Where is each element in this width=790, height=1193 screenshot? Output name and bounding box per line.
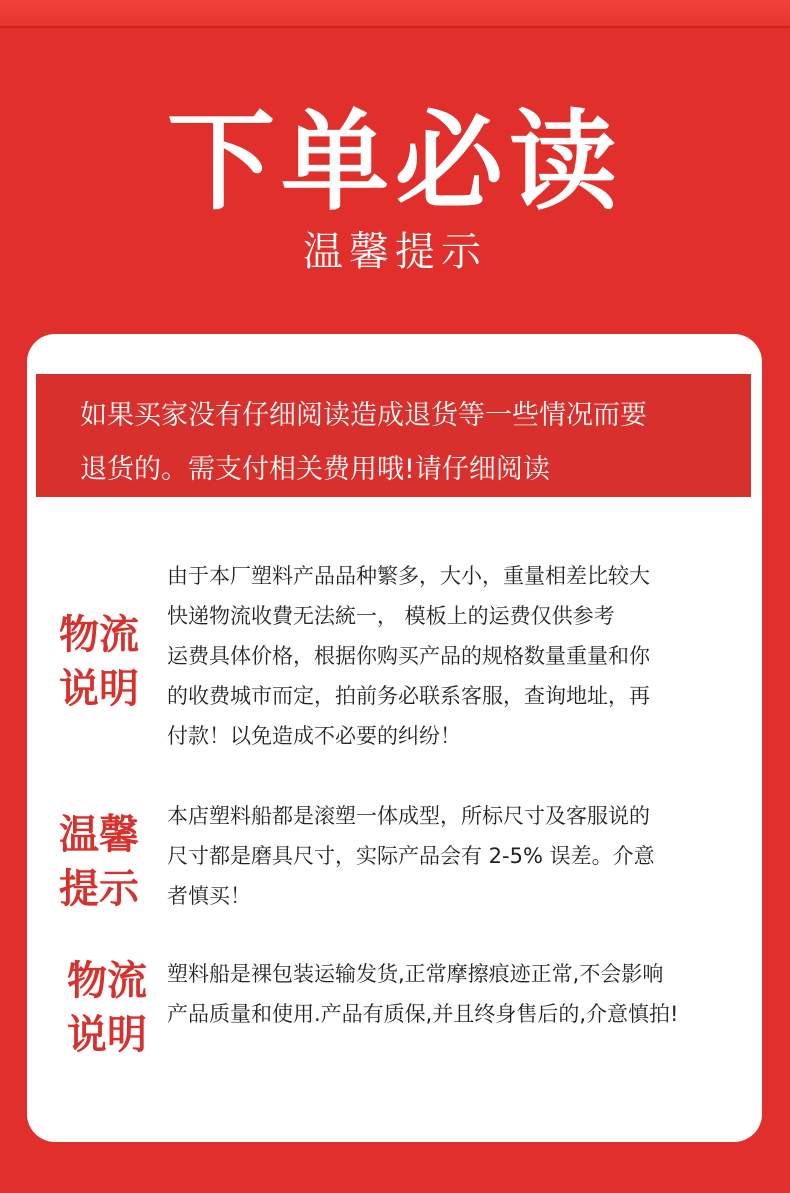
section-text-line: 运费具体价格，根据你购买产品的规格数量重量和你 [167, 644, 650, 668]
section-body-shipping [167, 954, 747, 1034]
section-text-line: 尺寸都是磨具尺寸，实际产品会有 2-5% 误差。介意 [167, 844, 655, 868]
section-heading-line: 温馨 [59, 812, 139, 858]
section-text-line: 付款！以免造成不必要的纠纷！ [167, 724, 461, 748]
section-text-line: 塑料船是裸包装运输发货,正常摩擦痕迹正常,不会影响 [167, 962, 664, 986]
notice-line-2: 退货的。需支付相关费用哦!请仔细阅读 [80, 454, 550, 485]
section-text-line: 本店塑料船都是滚塑一体成型，所标尺寸及客服说的 [167, 804, 650, 828]
section-text-line: 快递物流收費无法統一， 模板上的运费仅供参考 [167, 604, 615, 628]
section-heading-line: 物流 [67, 958, 147, 1004]
page-subtitle: 温馨提示 [303, 229, 487, 275]
content-card [27, 334, 762, 1142]
notice-line-1: 如果买家没有仔细阅读造成退货等一些情况而要 [80, 400, 647, 431]
section-text-line: 由于本厂塑料产品品种繁多，大小，重量相差比较大 [167, 564, 650, 588]
section-heading-line: 物流 [59, 612, 139, 658]
section-heading-line: 说明 [67, 1012, 147, 1058]
top-banner-strip [0, 0, 790, 26]
notice-banner [36, 374, 751, 497]
section-text-line: 的收费城市而定，拍前务必联系客服，查询地址，再 [167, 684, 650, 708]
section-heading-tips [59, 808, 159, 916]
section-body-logistics [167, 556, 747, 756]
section-heading-logistics [59, 608, 159, 716]
page-title: 下单必读 [166, 100, 623, 225]
section-heading-shipping [67, 954, 167, 1062]
section-heading-line: 提示 [59, 866, 139, 912]
section-heading-line: 说明 [59, 666, 139, 712]
section-text-line: 者慎买！ [167, 884, 251, 908]
section-body-tips [167, 796, 747, 916]
section-text-line: 产品质量和使用.产品有质保,并且终身售后的,介意慎拍! [167, 1002, 679, 1026]
